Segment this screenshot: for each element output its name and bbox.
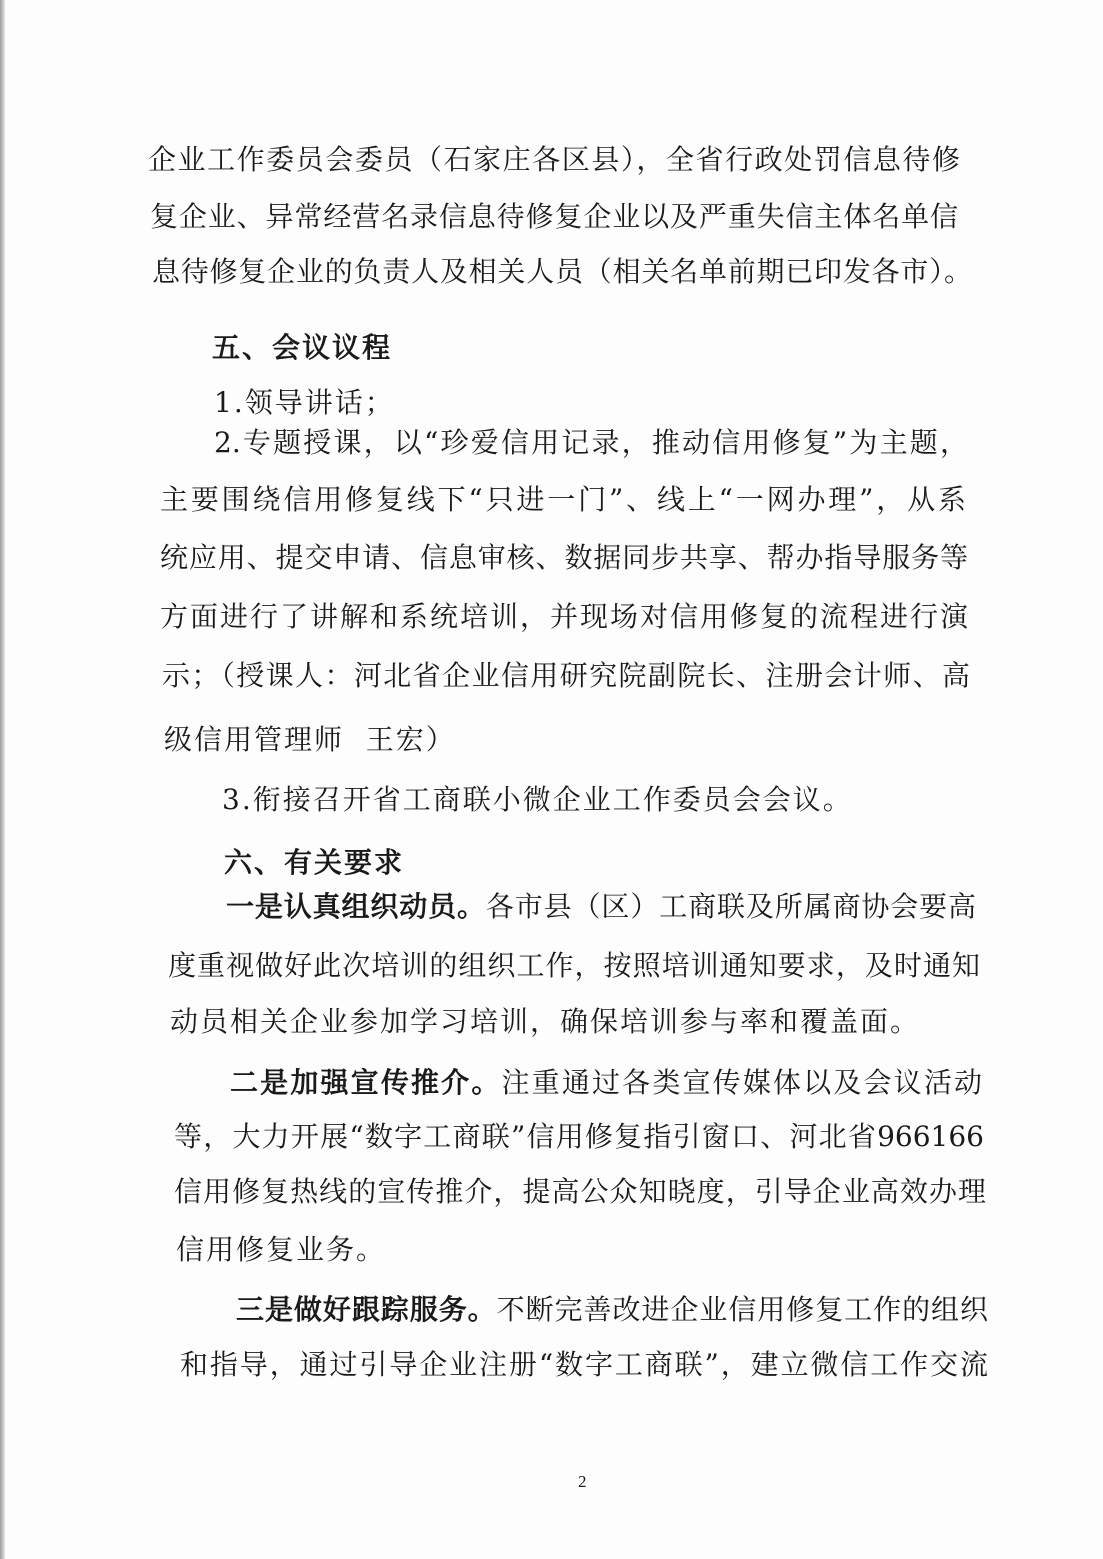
requirement-3 xyxy=(236,1292,988,1328)
section-heading-agenda: 五、会议议程 xyxy=(212,331,393,364)
requirement-2-lead: 二是加强宣传推介。 xyxy=(230,1066,502,1099)
page-number: 2 xyxy=(578,1472,587,1491)
section-heading-requirements: 六、有关要求 xyxy=(224,846,405,879)
text-line: 信用修复业务。 xyxy=(176,1233,387,1266)
text-line: 度重视做好此次培训的组织工作，按照培训通知要求，及时通知 xyxy=(168,949,980,982)
text-line: 复企业、异常经营名录信息待修复企业以及严重失信主体名单信 xyxy=(150,200,958,233)
agenda-item-2: 2.专题授课，以“珍爱信用记录，推动信用修复”为主题， xyxy=(214,426,968,459)
text-line: 统应用、提交申请、信息审核、数据同步共享、帮办指导服务等 xyxy=(160,541,968,574)
text-line: 信用修复热线的宣传推介，提高公众知晓度，引导企业高效办理 xyxy=(174,1175,986,1208)
agenda-item-1: 1.领导讲话； xyxy=(214,386,395,419)
requirement-1 xyxy=(226,889,976,925)
agenda-item-3: 3.衔接召开省工商联小微企业工作委员会会议。 xyxy=(222,783,853,816)
text-line: 级信用管理师 王宏） xyxy=(164,723,456,756)
text-line: 示；（授课人：河北省企业信用研究院副院长、注册会计师、高 xyxy=(162,659,970,692)
requirement-2 xyxy=(230,1065,982,1101)
scan-edge xyxy=(0,0,5,1559)
requirement-1-text: 各市县（区）工商联及所属商协会要高 xyxy=(485,890,976,923)
requirement-3-text: 不断完善改进企业信用修复工作的组织 xyxy=(496,1293,988,1326)
requirement-3-lead: 三是做好跟踪服务。 xyxy=(236,1293,497,1326)
text-line: 方面进行了讲解和系统培训，并现场对信用修复的流程进行演 xyxy=(160,600,968,633)
text-line: 等，大力开展“数字工商联”信用修复指引窗口、河北省966166 xyxy=(174,1120,984,1153)
text-line: 和指导，通过引导企业注册“数字工商联”，建立微信工作交流 xyxy=(180,1348,988,1381)
text-line: 动员相关企业参加学习培训，确保培训参与率和覆盖面。 xyxy=(170,1005,921,1038)
text-line: 息待修复企业的负责人及相关人员（相关名单前期已印发各市）。 xyxy=(152,255,972,288)
text-line: 企业工作委员会委员（石家庄各区县），全省行政处罚信息待修 xyxy=(148,143,960,176)
text-line: 主要围绕信用修复线下“只进一门”、线上“一网办理”，从系 xyxy=(160,483,966,516)
requirement-2-text: 注重通过各类宣传媒体以及会议活动 xyxy=(501,1066,982,1099)
requirement-1-lead: 一是认真组织动员。 xyxy=(226,890,486,923)
